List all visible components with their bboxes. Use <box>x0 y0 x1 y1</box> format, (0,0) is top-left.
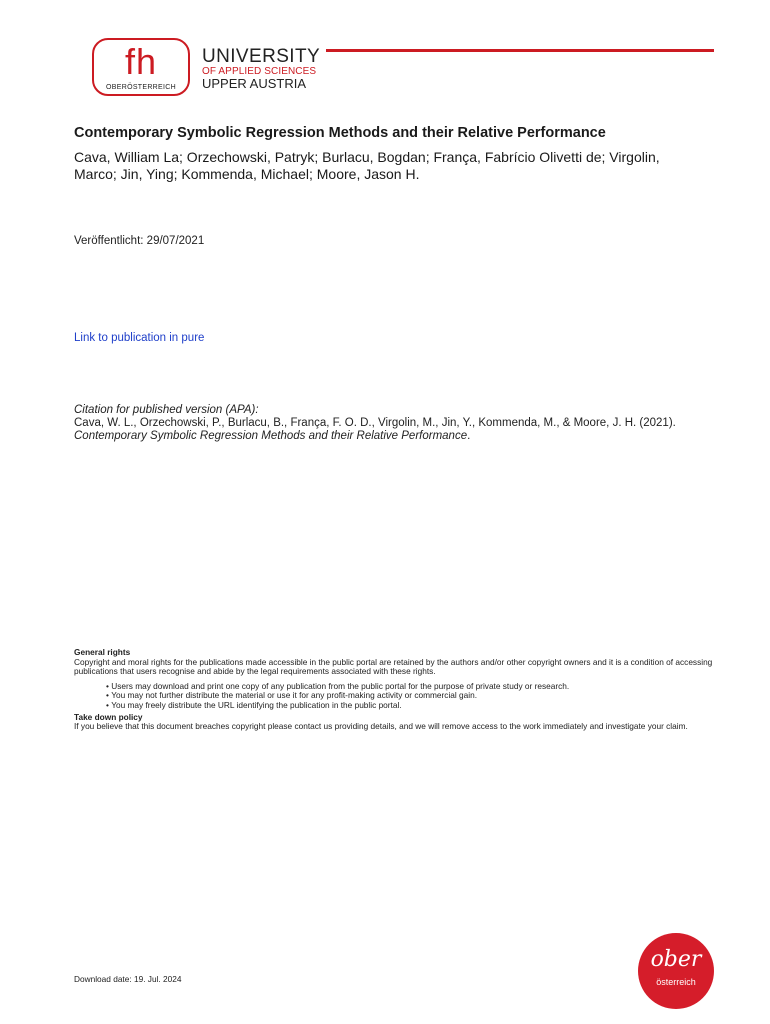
rights-heading: General rights <box>74 647 131 657</box>
oberoesterreich-logo <box>638 933 714 1009</box>
takedown-heading: Take down policy <box>74 711 143 722</box>
citation-heading: Citation for published version (APA): <box>74 404 259 416</box>
takedown-text: If you believe that this document breaches copyright please contact us providing details, and we will remove access to the work immediately and investigate your claim. <box>74 721 688 732</box>
pure-publication-link[interactable]: Link to publication in pure <box>74 332 205 344</box>
download-date: Download date: 19. Jul. 2024 <box>74 974 182 984</box>
citation-end: . <box>467 430 471 442</box>
citation-text: Cava, W. L., Orzechowski, P., Burlacu, B., França, F. O. D., Virgolin, M., Jin, Y., Kommenda, M., & Moore, J. H. (2021). <box>74 417 676 429</box>
header-divider <box>326 49 714 52</box>
seal-text-bottom: österreich <box>656 977 696 987</box>
university-wordmark-line3: UPPER AUSTRIA <box>202 76 307 91</box>
author-list: Cava, William La; Orzechowski, Patryk; Burlacu, Bogdan; França, Fabrício Olivetti de; Virgolin, Marco; Jin, Ying; Kommenda, Michael; Moore, Jason H. <box>74 149 660 182</box>
document-title: Contemporary Symbolic Regression Methods and their Relative Performance <box>74 125 606 141</box>
university-wordmark-line2: OF APPLIED SCIENCES <box>202 66 317 77</box>
rights-bullet: • You may not further distribute the material or use it for any profit-making activity or commercial gain. <box>106 691 724 701</box>
citation-title: Contemporary Symbolic Regression Methods and their Relative Performance <box>74 430 468 442</box>
fh-logo <box>92 38 190 96</box>
rights-bullet: • Users may download and print one copy of any publication from the public portal for the purpose of private study or research. <box>106 682 724 692</box>
fh-logo-mark: fh <box>124 41 158 82</box>
rights-text: Copyright and moral rights for the publications made accessible in the public portal are retained by the authors and/or other copyright owners and it is a condition of accessing publications that users recognise and abide by the legal requirements associated with these rights. <box>74 656 713 677</box>
rights-bullet-list <box>106 682 724 711</box>
rights-section <box>74 648 724 732</box>
published-date: Veröffentlicht: 29/07/2021 <box>74 235 205 247</box>
fh-logo-subtitle: OBERÖSTERREICH <box>106 84 176 91</box>
university-wordmark-line1: UNIVERSITY <box>202 46 321 67</box>
rights-bullet: • You may freely distribute the URL identifying the publication in the public portal. <box>106 701 724 711</box>
citation-body <box>74 417 724 443</box>
seal-text-top: ober <box>650 947 702 972</box>
